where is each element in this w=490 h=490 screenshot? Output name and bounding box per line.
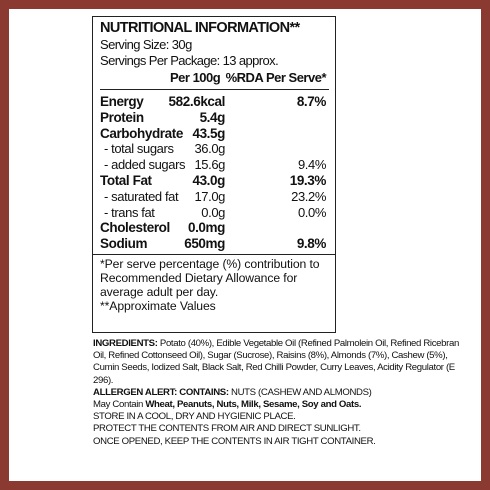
nutrient-name: Total Fat (100, 172, 152, 188)
nutrient-rda: 9.8% (296, 236, 326, 252)
nutrient-name: - saturated fat (104, 188, 179, 204)
nutrient-rda: 9.4% (297, 157, 326, 173)
nutrient-rda: 23.2% (291, 188, 326, 204)
ingredients: INGREDIENTS: Potato (40%), Edible Vegetable Oil (Refined Palmolein Oil, Refined Ricebran Oil, Refined Cottonseed Oil), Sugar (Sucrose), Raisins (8%), Almonds (7%), Cashew (5%), Cumin Seeds, Iodized Salt, Black Salt, Red Chilli Powder, Curry Leaves, Acidity Regulator (E 296). (93, 338, 459, 386)
nutrition-title: NUTRITIONAL INFORMATION** (100, 20, 300, 36)
once-opened-instruction: ONCE OPENED, KEEP THE CONTENTS IN AIR TIGHT CONTAINER. (93, 435, 376, 447)
nutrient-value: 0.0mg (187, 220, 225, 236)
may-contain: May Contain Wheat, Peanuts, Nuts, Milk, Sesame, Soy and Oats. (93, 399, 362, 411)
nutrient-row (100, 189, 329, 205)
nutrient-name: Carbohydrate (100, 125, 183, 141)
nutrient-name: - total sugars (104, 141, 174, 157)
nutrient-row (100, 220, 329, 236)
storage-instruction: STORE IN A COOL, DRY AND HYGIENIC PLACE. (93, 411, 296, 423)
nutrient-row (100, 110, 329, 126)
nutrient-value: 0.0g (201, 204, 225, 220)
nutrient-row (100, 205, 329, 221)
nutrient-name: Energy (100, 94, 144, 109)
nutrient-rda: 8.7% (296, 94, 326, 109)
footnote-approx: **Approximate Values (100, 298, 216, 313)
nutrient-value: 5.4g (199, 109, 225, 125)
nutrient-name: - added sugars (104, 157, 186, 173)
nutrient-row (100, 126, 329, 142)
servings-per-package: Servings Per Package: 13 approx. (100, 53, 279, 68)
nutrient-value: 650mg (184, 236, 225, 252)
nutrient-name: - trans fat (104, 204, 155, 220)
nutrient-row (100, 157, 329, 173)
nutrient-name: Protein (100, 109, 144, 125)
nutrient-value: 43.0g (192, 172, 225, 188)
nutrition-header (100, 69, 329, 90)
nutrient-name: Cholesterol (100, 220, 170, 236)
nutrition-panel (92, 16, 336, 333)
nutrient-row (100, 141, 329, 157)
protect-instruction: PROTECT THE CONTENTS FROM AIR AND DIRECT SUNLIGHT. (93, 423, 361, 435)
nutrient-row (100, 94, 329, 110)
nutrient-name: Sodium (100, 236, 148, 252)
footnote-rda: *Per serve percentage (%) contribution to Recommended Dietary Allowance for average adult per day. (100, 256, 320, 299)
nutrient-rda: 19.3% (289, 172, 326, 188)
serving-size: Serving Size: 30g (100, 37, 192, 52)
footnotes (100, 255, 329, 313)
nutrient-row (100, 236, 329, 252)
nutrient-value: 43.5g (192, 125, 225, 141)
nutrient-row (100, 173, 329, 189)
nutrient-value: 17.0g (194, 188, 225, 204)
nutrition-rows (100, 94, 329, 252)
ingredients-block (93, 338, 473, 448)
nutrient-rda: 0.0% (297, 204, 326, 220)
nutrient-value: 15.6g (194, 157, 225, 173)
allergen-alert: ALLERGEN ALERT: CONTAINS: NUTS (CASHEW AND ALMONDS) (93, 386, 372, 398)
col-per100: Per 100g (170, 70, 221, 85)
col-rda: %RDA Per Serve* (225, 70, 326, 85)
nutrient-value: 582.6kcal (168, 94, 225, 109)
nutrient-value: 36.0g (194, 141, 225, 157)
